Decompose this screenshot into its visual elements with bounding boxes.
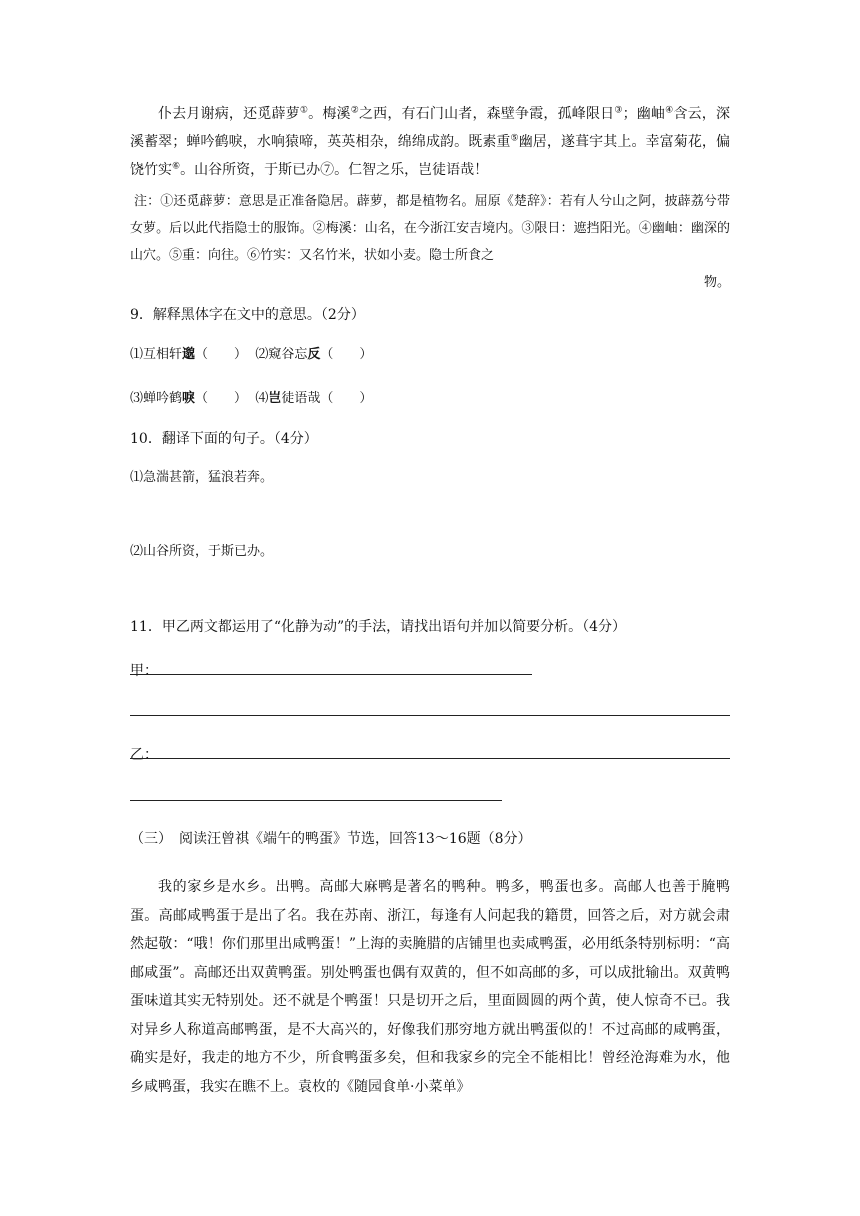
q9-row-2	[130, 389, 730, 409]
q9-title: 9．解释黑体字在文中的意思。（2分）	[130, 307, 365, 323]
text-run: 仆去月谢病，还觅薜萝	[158, 106, 300, 122]
text-run: ⑷	[255, 391, 269, 406]
answer-blank: （ ）	[195, 347, 248, 362]
q10-sentence-1: ⑴急湍甚箭，猛浪若奔。	[130, 470, 274, 485]
q9-row-1	[130, 345, 730, 365]
answer-line[interactable]	[130, 674, 532, 675]
answer-line[interactable]	[130, 715, 730, 716]
notes-block	[130, 188, 730, 296]
footnote-mark: ③	[614, 105, 623, 116]
text-run: 。山谷所资，于斯已办⑦。仁智之乐，岂徒语哉！	[180, 162, 489, 178]
footnote-mark: ②	[350, 105, 359, 116]
q11-yi-label: 乙：	[130, 747, 158, 763]
text-run: 含云，深溪蓄翠；蝉吟鹤唳，水响猿啼，英英相杂，绵绵成韵。既素重	[130, 106, 730, 150]
footnote-mark: ⑤	[510, 133, 519, 144]
q11-jia-label: 甲：	[130, 663, 158, 679]
text-run: 之西，有石门山者，森壁争霞，孤峰限日	[358, 106, 615, 122]
answer-blank: （ ）	[320, 347, 373, 362]
text-run: ⑵窥谷忘	[255, 347, 308, 362]
footnote-mark: ①	[299, 105, 309, 116]
q11-title: 11．甲乙两文都运用了“化静为动”的手法，请找出语句并加以简要分析。（4分）	[130, 619, 627, 635]
footnote-mark: ⑥	[172, 161, 181, 172]
answer-line[interactable]	[130, 800, 502, 801]
bold-word: 岂	[268, 391, 282, 406]
section3-body: 我的家乡是水乡。出鸭。高邮大麻鸭是著名的鸭种。鸭多，鸭蛋也多。高邮人也善于腌鸭蛋。高邮咸鸭蛋于是出了名。我在苏南、浙江，每逢有人问起我的籍贯，回答之后，对方就会肃然起敬：“哦！你们那里出咸鸭蛋！”上海的卖腌腊的店铺里也卖咸鸭蛋，必用纸条特别标明：“高邮咸蛋”。高邮还出双黄鸭蛋。别处鸭蛋也偶有双黄的，但不如高邮的多，可以成批输出。双黄鸭蛋味道其实无特别处。还不就是个鸭蛋！只是切开之后，里面圆圆的两个黄，使人惊奇不已。我对异乡人称道高邮鸭蛋，是不大高兴的，好像我们那穷地方就出鸭蛋似的！不过高邮的咸鸭蛋，确实是好，我走的地方不少，所食鸭蛋多矣，但和我家乡的完全不能相比！曾经沧海难为水，他乡咸鸭蛋，我实在瞧不上。袁枚的《随园食单·小菜单》	[130, 879, 730, 1095]
passage-yi	[130, 100, 730, 184]
text-run: ⑶蝉吟鹤	[130, 391, 183, 406]
notes-tail: 物。	[703, 275, 730, 290]
section3-title: （三） 阅读汪曾祺《端午的鸭蛋》节选，回答13～16题（8分）	[130, 831, 532, 847]
text-run: ⑴互相轩	[130, 347, 183, 362]
answer-line[interactable]	[130, 758, 730, 759]
text-run: 幽居，遂葺宇其上。幸富菊花，偏饶竹实	[130, 134, 731, 178]
text-run: 。梅溪	[308, 106, 351, 122]
q10-title: 10．翻译下面的句子。（4分）	[130, 431, 318, 447]
bold-word: 唳	[182, 391, 196, 406]
bold-word: 反	[307, 347, 321, 362]
bold-word: 邈	[182, 347, 196, 362]
footnote-mark: ④	[665, 105, 674, 116]
q10-sentence-2: ⑵山谷所资，于斯已办。	[130, 544, 274, 559]
answer-blank: （ ）	[195, 391, 248, 406]
answer-blank: 徒语哉（ ）	[281, 391, 373, 406]
text-run: ；幽岫	[622, 106, 666, 122]
notes-text: 注：①还觅薜萝：意思是正准备隐居。薜萝，都是植物名。屈原《楚辞》：若有人兮山之阿，披薜荔兮带女萝。后以此代指隐士的服饰。②梅溪：山名，在今浙江安吉境内。③限日：遮挡阳光。④幽岫：幽深的山穴。⑤重：向往。⑥竹实：又名竹米，状如小麦。隐士所食之	[130, 194, 730, 263]
